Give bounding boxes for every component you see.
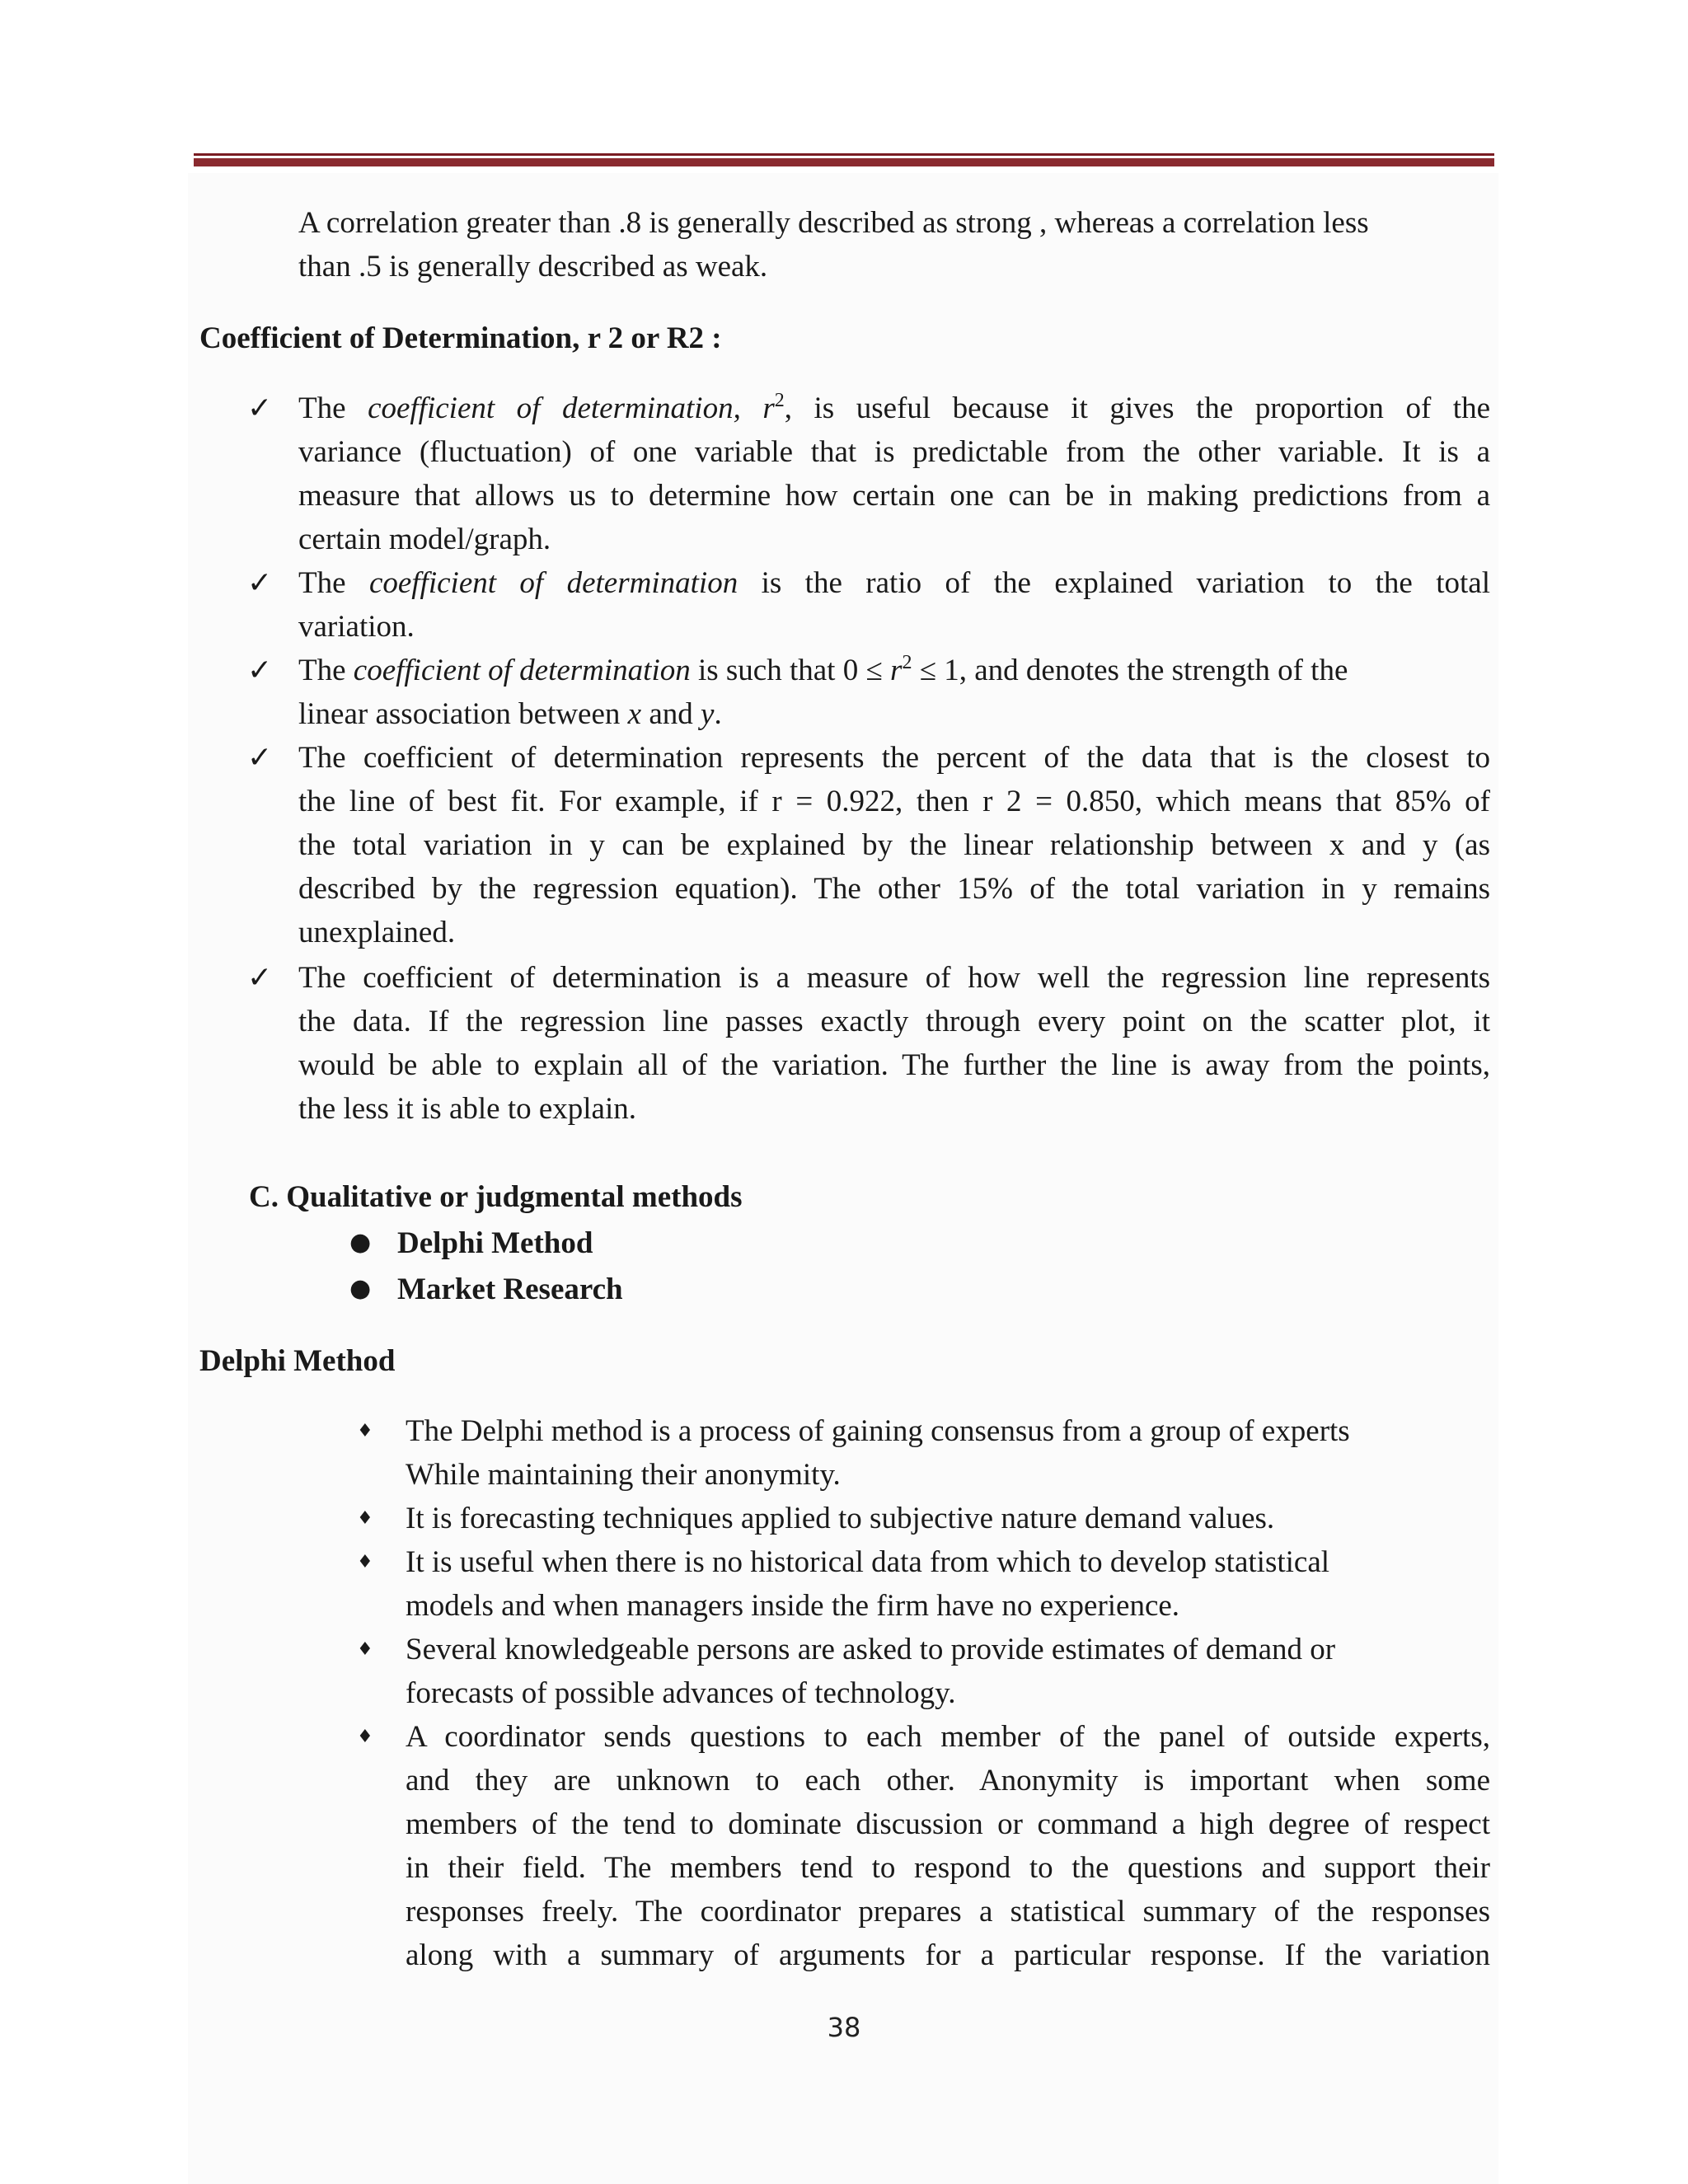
diamond-bullet-icon: ♦ — [357, 1639, 373, 1660]
list-item-line: responses freely. The coordinator prepares a statistical summary of the responses — [406, 1895, 1490, 1929]
section-heading-qualitative: C. Qualitative or judgmental methods — [249, 1180, 743, 1214]
list-item-line: the less it is able to explain. — [298, 1092, 636, 1126]
diamond-bullet-icon: ♦ — [357, 1727, 373, 1747]
text: The — [298, 654, 354, 687]
list-item-line: described by the regression equation). The other 15% of the total variation in y remains — [298, 872, 1490, 906]
checkmark-icon: ✓ — [247, 741, 273, 775]
list-item-line — [298, 387, 1490, 430]
list-item-line: A coordinator sends questions to each member of the panel of outside experts, — [406, 1720, 1490, 1754]
diamond-bullet-icon: ♦ — [357, 1508, 373, 1529]
diamond-bullet-icon: ♦ — [357, 1421, 373, 1441]
text: The — [298, 391, 368, 425]
emphasis: x — [627, 697, 642, 731]
text: ≤ 1, and denotes the strength of the — [912, 654, 1348, 687]
list-item-line — [298, 561, 1490, 605]
list-item-line: the data. If the regression line passes exactly through every point on the scatter plot, it — [298, 1005, 1490, 1038]
text: and — [641, 697, 701, 731]
header-rule-thin — [194, 153, 1494, 156]
list-item-line — [298, 692, 1490, 736]
list-item-line: variation. — [298, 610, 415, 644]
section-heading-delphi: Delphi Method — [199, 1344, 396, 1378]
bullet-dot-icon: ● — [349, 1228, 372, 1257]
list-item-line: and they are unknown to each other. Anonymity is important when some — [406, 1764, 1490, 1797]
list-item-line: the line of best fit. For example, if r = 0.922, then r 2 = 0.850, which means that 85% of — [298, 785, 1490, 818]
list-item-line: The coefficient of determination represents the percent of the data that is the closest to — [298, 741, 1490, 775]
checkmark-icon: ✓ — [247, 566, 273, 600]
list-item-line: Several knowledgeable persons are asked to provide estimates of demand or — [406, 1633, 1336, 1666]
emphasis: r — [890, 654, 903, 687]
emphasis: coefficient of determination — [368, 566, 738, 600]
checkmark-icon: ✓ — [247, 654, 273, 687]
text: linear association between — [298, 697, 628, 731]
list-item-line: models and when managers inside the firm have no experience. — [406, 1589, 1180, 1623]
list-item-line: would be able to explain all of the variation. The further the line is away from the points, — [298, 1048, 1490, 1082]
list-item-line: The coefficient of determination is a measure of how well the regression line represents — [298, 961, 1490, 995]
list-item-line: variance (fluctuation) of one variable that is predictable from the other variable. It is a — [298, 435, 1490, 469]
list-item-line: measure that allows us to determine how certain one can be in making predictions from a — [298, 479, 1490, 513]
text: is such that 0 ≤ — [690, 654, 891, 687]
list-item-line: While maintaining their anonymity. — [406, 1458, 841, 1492]
list-item-line: along with a summary of arguments for a particular response. If the variation — [406, 1938, 1490, 1972]
text: . — [714, 697, 722, 731]
header-rule-thick — [194, 158, 1494, 166]
list-item-line — [298, 649, 1490, 692]
emphasis: y — [701, 697, 715, 731]
checkmark-icon: ✓ — [247, 961, 273, 995]
checkmark-icon: ✓ — [247, 391, 273, 425]
diamond-bullet-icon: ♦ — [357, 1552, 373, 1572]
text: , is useful because it gives the proportion of the — [784, 391, 1490, 425]
list-item-line: It is useful when there is no historical data from which to develop statistical — [406, 1545, 1330, 1579]
emphasis: coefficient of determination — [353, 654, 691, 687]
intro-line: than .5 is generally described as weak. — [298, 250, 768, 284]
intro-line: A correlation greater than .8 is generally described as strong , whereas a correlation less — [298, 206, 1369, 240]
section-heading-cod: Coefficient of Determination, r 2 or R2 : — [199, 321, 722, 355]
text: The — [298, 566, 369, 600]
list-item-line: certain model/graph. — [298, 523, 551, 556]
list-item-line: in their field. The members tend to respond to the questions and support their — [406, 1851, 1490, 1885]
text: is the ratio of the explained variation to the total — [738, 566, 1490, 600]
superscript: 2 — [774, 390, 785, 411]
method-item: Market Research — [397, 1272, 623, 1306]
list-item-line: The Delphi method is a process of gaining consensus from a group of experts — [406, 1414, 1350, 1448]
emphasis: coefficient of determination, r — [368, 391, 775, 425]
method-item: Delphi Method — [397, 1226, 593, 1260]
page-number: 38 — [827, 2012, 861, 2043]
list-item-line: forecasts of possible advances of technology. — [406, 1676, 956, 1710]
bullet-dot-icon: ● — [349, 1274, 372, 1303]
list-item-line: the total variation in y can be explained by the linear relationship between x and y (as — [298, 828, 1490, 862]
list-item-line: members of the tend to dominate discussion or command a high degree of respect — [406, 1807, 1490, 1841]
superscript: 2 — [902, 652, 912, 673]
list-item-line: unexplained. — [298, 916, 456, 949]
list-item-line: It is forecasting techniques applied to subjective nature demand values. — [406, 1502, 1275, 1535]
